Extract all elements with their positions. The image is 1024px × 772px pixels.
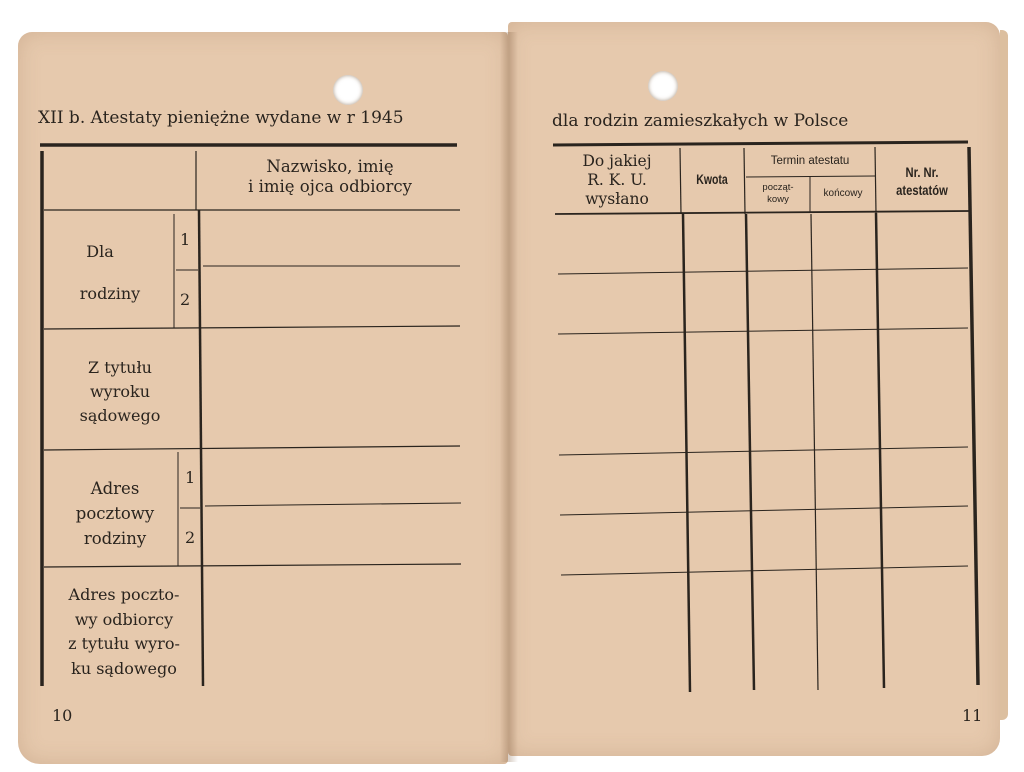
header-kwota: Kwota [696,171,728,187]
header-line: atestatów [896,182,948,198]
sub-number-1: 1 [180,230,191,249]
sub-number-1: 1 [185,468,196,487]
header-line: Nazwisko, imię [266,157,394,176]
row-label-line: wyroku [89,382,150,401]
row-label-line: Adres [90,479,140,498]
right-page-title: dla rodzin zamieszkałych w Polsce [552,111,849,131]
header-nr-atestatow [884,163,961,199]
row-label-wyrok [50,356,190,428]
row-label-line: ku sądowego [71,658,177,678]
page-number-right: 11 [962,706,983,725]
sub-number-2: 2 [180,290,191,309]
row-label-line: wy odbiorcy [74,609,174,629]
left-page-title: XII b. Atestaty pieniężne wydane w r 1945 [38,108,404,128]
sub-number-2: 2 [185,528,196,547]
row-label-rodziny: rodziny [79,284,141,303]
header-line: Do jakiej [582,152,652,170]
row-label-line: sądowego [79,406,161,425]
page-number-left: 10 [52,706,73,725]
row-label-line: z tytułu wyro- [68,634,180,653]
header-termin: Termin atestatu [770,155,850,167]
header-rku [556,152,678,209]
header-line: począt- [762,182,794,193]
header-line: kowy [767,194,789,205]
header-poczatkowy [748,182,808,206]
row-label-adres-rodziny [50,476,180,551]
column-header-recipient [205,157,455,197]
row-label-line: Adres poczto- [68,585,180,604]
header-line: wysłano [585,190,649,208]
row-label-line: Z tytułu [88,358,152,377]
row-label-line: pocztowy [75,504,155,523]
row-label-dla: Dla [86,242,114,261]
row-label-line: rodziny [83,529,147,548]
header-line: R. K. U. [587,171,647,189]
header-koncowy: końcowy [823,188,863,199]
header-line: Nr. Nr. [905,164,939,180]
row-label-adres-odbiorcy [48,583,200,681]
header-line: i imię ojca odbiorcy [248,177,412,196]
